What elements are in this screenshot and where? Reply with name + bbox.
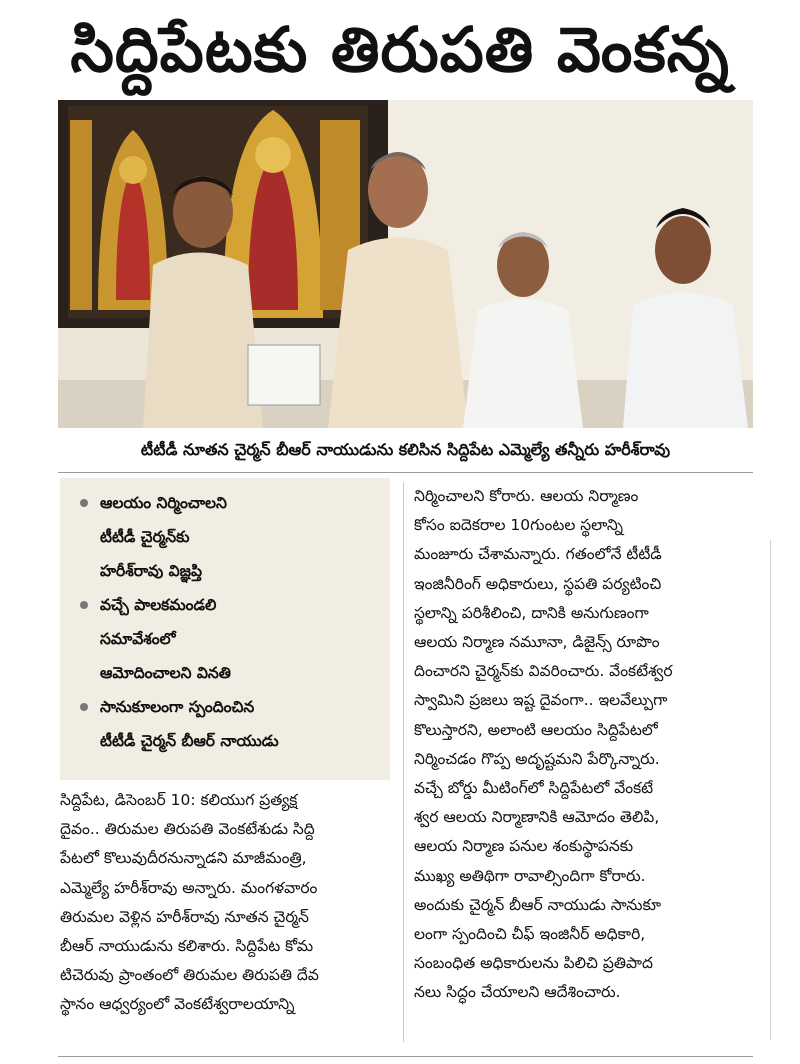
article-line: దైవం.. తిరుమల తిరుపతి వెంకటేశుడు సిద్ది	[60, 820, 315, 839]
highlight-item: సానుకూలంగా స్పందించిన టీటీడీ చైర్మన్ బీఆర్ నాయుడు	[78, 690, 382, 758]
article-line: లంగా స్పందించి చీఫ్ ఇంజినీర్ అధికారి,	[414, 925, 646, 944]
article-line: కొలుస్తారని, అలాంటి ఆలయం సిద్దిపేటలో	[414, 720, 658, 739]
photo-icon	[58, 100, 753, 428]
headline: సిద్దిపేటకు తిరుపతి వెంకన్న	[70, 13, 730, 86]
article-line: నలు సిద్ధం చేయాలని ఆదేశించారు.	[414, 983, 621, 1002]
article-line: బీఆర్ నాయుడును కలిశారు. సిద్దిపేట కోమ	[60, 937, 314, 956]
article-line: ఇంజినీరింగ్ అధికారులు, స్థపతి పర్యటించి	[414, 574, 662, 593]
article-line: తిరుమల వెళ్లిన హరీశ్‌రావు నూతన చైర్మన్	[60, 907, 309, 926]
photo-caption: టీటీడీ నూతన చైర్మన్ బీఆర్ నాయుడును కలిసిన సిద్దిపేట ఎమ్మెల్యే తన్నీరు హరీశ్‌రావు	[140, 440, 671, 459]
article-column-right	[414, 482, 754, 1042]
highlight-item: ఆలయం నిర్మించాలని టీటీడీ చైర్మన్‌కు హరీశ్‌రావు విజ్ఞప్తి	[78, 486, 382, 588]
article-line: సిద్దిపేట, డిసెంబర్ 10: కలియుగ ప్రత్యక్ష	[60, 791, 298, 809]
highlight-item: వచ్చే పాలకమండలి సమావేశంలో ఆమోదించాలని వినతి	[78, 588, 382, 690]
bullet-icon	[80, 601, 88, 609]
divider-line	[58, 472, 753, 473]
article-line: కోసం ఐదెకరాల 10గుంటల స్థలాన్ని	[414, 516, 624, 535]
article-line: స్థలాన్ని పరిశీలించి, దానికి అనుగుణంగా	[414, 603, 649, 622]
article-line: నిర్మించడం గొప్ప అదృష్టమని పేర్కొన్నారు.	[414, 749, 660, 768]
article-column-left	[60, 786, 392, 1048]
news-photo	[58, 100, 753, 428]
article-line: శ్వర ఆలయ నిర్మాణానికి ఆమోదం తెలిపి,	[414, 808, 660, 827]
article-line: స్వామిని ప్రజలు ఇష్ట దైవంగా.. ఇలవేల్పుగా	[414, 691, 668, 710]
article-line: మంజూరు చేశామన్నారు. గతంలోనే టీటీడీ	[414, 545, 662, 564]
article-line: అందుకు చైర్మన్ బీఆర్ నాయుడు సానుకూ	[414, 895, 661, 914]
article-line: పేటలో కొలువుదీరనున్నాడని మాజీమంత్రి,	[60, 849, 307, 868]
bottom-rule	[58, 1056, 753, 1057]
highlights-box	[60, 478, 390, 780]
article-line: టిచెరువు ప్రాంతంలో తిరుమల తిరుపతి దేవ	[60, 966, 319, 985]
article-line: ఆలయ నిర్మాణ నమూనా, డిజైన్స్ రూపొం	[414, 633, 660, 652]
bullet-icon	[80, 499, 88, 507]
article-line: ఆలయ నిర్మాణ పనుల శంకుస్థాపనకు	[414, 837, 634, 856]
article-line: సంబంధిత అధికారులను పిలిచి ప్రతిపాద	[414, 954, 653, 973]
article-line: ఎమ్మెల్యే హరీశ్‌రావు అన్నారు. మంగళవారం	[60, 878, 318, 897]
bullet-icon	[80, 703, 88, 711]
article-line: వచ్చే బోర్డు మీటింగ్‌లో సిద్దిపేటలో వేంకటే	[414, 779, 654, 798]
article-line: ముఖ్య అతిథిగా రావాల్సిందిగా కోరారు.	[414, 866, 646, 885]
article-line: స్థానం ఆధ్వర్యంలో వెంకటేశ్వరాలయాన్ని	[60, 995, 295, 1014]
side-rule	[770, 540, 771, 1040]
article-line: నిర్మించాలని కోరారు. ఆలయ నిర్మాణం	[414, 487, 639, 505]
column-divider	[403, 482, 404, 1042]
article-line: దించారని చైర్మన్‌కు వివరించారు. వేంకటేశ్వర	[414, 662, 673, 681]
